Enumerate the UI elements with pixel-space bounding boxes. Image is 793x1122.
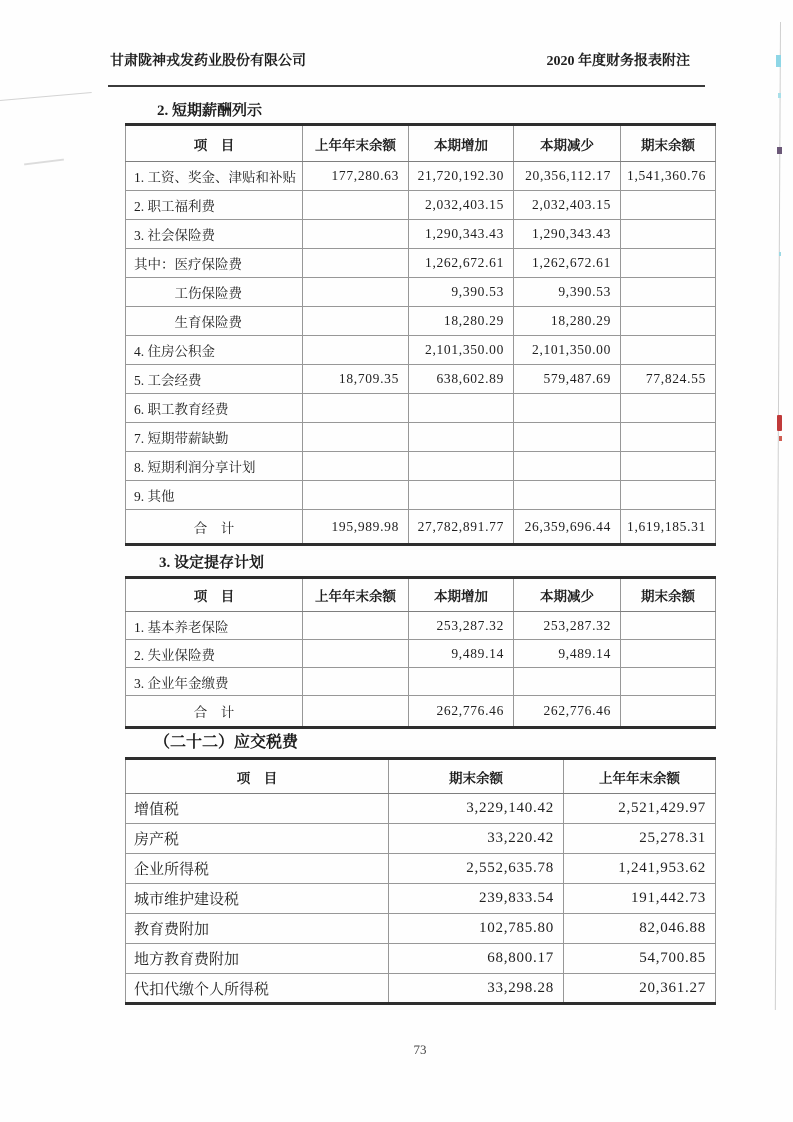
value-cell (303, 668, 409, 696)
total-value-cell: 26,359,696.44 (514, 510, 621, 545)
value-cell: 177,280.63 (303, 162, 409, 191)
value-cell (303, 481, 409, 510)
total-value-cell: 262,776.46 (514, 696, 621, 728)
value-cell (621, 481, 716, 510)
column-header-item: 项 目 (126, 759, 389, 794)
value-cell: 1,241,953.62 (564, 854, 716, 884)
scan-mark-cyan (779, 252, 781, 256)
value-cell: 1,541,360.76 (621, 162, 716, 191)
total-label: 合 计 (126, 510, 303, 545)
taxes-payable-table (125, 757, 716, 1005)
column-header-closing-balance: 期末余额 (621, 578, 716, 612)
column-header-decrease: 本期减少 (514, 578, 621, 612)
table-row (126, 394, 716, 423)
table-header-row (126, 759, 716, 794)
total-label: 合 计 (126, 696, 303, 728)
value-cell (514, 423, 621, 452)
scan-mark-cyan (776, 55, 781, 67)
column-header-closing-balance: 期末余额 (389, 759, 564, 794)
value-cell: 2,101,350.00 (409, 336, 514, 365)
value-cell (621, 307, 716, 336)
section-title-taxes-payable: （二十二）应交税费 (154, 734, 299, 751)
value-cell (303, 336, 409, 365)
table-row (126, 365, 716, 394)
value-cell: 239,833.54 (389, 884, 564, 914)
total-value-cell: 27,782,891.77 (409, 510, 514, 545)
item-cell: 6. 职工教育经费 (126, 394, 303, 423)
value-cell: 579,487.69 (514, 365, 621, 394)
table-row (126, 249, 716, 278)
table-row (126, 307, 716, 336)
value-cell: 2,101,350.00 (514, 336, 621, 365)
value-cell (409, 394, 514, 423)
item-cell: 3. 社会保险费 (126, 220, 303, 249)
value-cell (621, 668, 716, 696)
table-row (126, 794, 716, 824)
item-cell: 企业所得税 (126, 854, 389, 884)
column-header-opening-balance: 上年年末余额 (303, 578, 409, 612)
total-value-cell (303, 696, 409, 728)
value-cell (621, 249, 716, 278)
value-cell: 253,287.32 (409, 612, 514, 640)
value-cell: 18,280.29 (514, 307, 621, 336)
value-cell: 21,720,192.30 (409, 162, 514, 191)
scan-smudge (24, 159, 64, 166)
table-header-row (126, 125, 716, 162)
value-cell: 9,489.14 (514, 640, 621, 668)
item-cell: 7. 短期带薪缺勤 (126, 423, 303, 452)
table-row (126, 640, 716, 668)
value-cell: 25,278.31 (564, 824, 716, 854)
column-header-decrease: 本期减少 (514, 125, 621, 162)
value-cell: 1,290,343.43 (514, 220, 621, 249)
item-cell: 地方教育费附加 (126, 944, 389, 974)
total-value-cell: 1,619,185.31 (621, 510, 716, 545)
column-header-item: 项 目 (126, 578, 303, 612)
scan-mark-red (777, 415, 782, 431)
value-cell (621, 612, 716, 640)
page-number: 73 (413, 1042, 427, 1057)
scan-mark-cyan (778, 93, 781, 98)
scan-edge-line (775, 22, 781, 1010)
value-cell (303, 220, 409, 249)
total-row (126, 510, 716, 545)
item-cell: 4. 住房公积金 (126, 336, 303, 365)
value-cell (514, 394, 621, 423)
value-cell (514, 452, 621, 481)
value-cell (621, 640, 716, 668)
item-cell: 5. 工会经费 (126, 365, 303, 394)
value-cell (303, 612, 409, 640)
page-corner-line (0, 92, 92, 101)
value-cell: 9,489.14 (409, 640, 514, 668)
value-cell (514, 668, 621, 696)
value-cell: 2,521,429.97 (564, 794, 716, 824)
value-cell (303, 423, 409, 452)
scan-mark-purple (777, 147, 782, 154)
table-row (126, 854, 716, 884)
value-cell: 9,390.53 (409, 278, 514, 307)
item-cell: 城市维护建设税 (126, 884, 389, 914)
value-cell: 102,785.80 (389, 914, 564, 944)
defined-contribution-table (125, 576, 716, 729)
value-cell: 54,700.85 (564, 944, 716, 974)
table-row (126, 914, 716, 944)
item-cell: 生育保险费 (126, 307, 303, 336)
item-cell: 2. 职工福利费 (126, 191, 303, 220)
header-rule (108, 85, 705, 87)
value-cell: 2,552,635.78 (389, 854, 564, 884)
column-header-opening-balance: 上年年末余额 (303, 125, 409, 162)
table-row (126, 668, 716, 696)
item-cell: 房产税 (126, 824, 389, 854)
value-cell: 18,709.35 (303, 365, 409, 394)
item-cell: 8. 短期利润分享计划 (126, 452, 303, 481)
value-cell: 1,262,672.61 (409, 249, 514, 278)
value-cell (621, 191, 716, 220)
value-cell (621, 278, 716, 307)
value-cell: 77,824.55 (621, 365, 716, 394)
value-cell (303, 249, 409, 278)
company-name: 甘肃陇神戎发药业股份有限公司 (110, 54, 306, 69)
value-cell (621, 220, 716, 249)
value-cell (621, 452, 716, 481)
value-cell (303, 191, 409, 220)
value-cell: 20,361.27 (564, 974, 716, 1004)
section-title-short-term-compensation: 2. 短期薪酬列示 (157, 103, 263, 119)
value-cell (621, 423, 716, 452)
section-title-defined-contribution: 3. 设定提存计划 (159, 555, 265, 571)
column-header-item: 项 目 (126, 125, 303, 162)
table-row (126, 336, 716, 365)
value-cell (621, 336, 716, 365)
value-cell: 3,229,140.42 (389, 794, 564, 824)
table-row (126, 278, 716, 307)
table-row (126, 452, 716, 481)
value-cell: 191,442.73 (564, 884, 716, 914)
value-cell (409, 668, 514, 696)
column-header-increase: 本期增加 (409, 125, 514, 162)
item-cell: 代扣代缴个人所得税 (126, 974, 389, 1004)
item-cell: 3. 企业年金缴费 (126, 668, 303, 696)
table-header-row (126, 578, 716, 612)
value-cell: 9,390.53 (514, 278, 621, 307)
value-cell (621, 394, 716, 423)
value-cell (409, 423, 514, 452)
value-cell (303, 640, 409, 668)
item-cell: 2. 失业保险费 (126, 640, 303, 668)
table-row (126, 612, 716, 640)
table-row (126, 220, 716, 249)
total-value-cell: 262,776.46 (409, 696, 514, 728)
value-cell: 1,262,672.61 (514, 249, 621, 278)
value-cell: 20,356,112.17 (514, 162, 621, 191)
item-cell: 1. 工资、奖金、津贴和补贴 (126, 162, 303, 191)
page-header (110, 50, 690, 70)
total-value-cell (621, 696, 716, 728)
value-cell: 33,298.28 (389, 974, 564, 1004)
short-term-compensation-table (125, 123, 716, 546)
value-cell (303, 307, 409, 336)
value-cell (303, 278, 409, 307)
report-title: 2020 年度财务报表附注 (546, 54, 690, 69)
item-cell: 其中：医疗保险费 (126, 249, 303, 278)
value-cell (514, 481, 621, 510)
table-row (126, 423, 716, 452)
table-row (126, 162, 716, 191)
table-row (126, 481, 716, 510)
value-cell (409, 452, 514, 481)
item-cell: 增值税 (126, 794, 389, 824)
total-value-cell: 195,989.98 (303, 510, 409, 545)
table-row (126, 824, 716, 854)
item-cell: 1. 基本养老保险 (126, 612, 303, 640)
value-cell: 2,032,403.15 (409, 191, 514, 220)
table-row (126, 884, 716, 914)
column-header-closing-balance: 期末余额 (621, 125, 716, 162)
total-row (126, 696, 716, 728)
column-header-increase: 本期增加 (409, 578, 514, 612)
item-cell: 9. 其他 (126, 481, 303, 510)
table-row (126, 974, 716, 1004)
value-cell: 253,287.32 (514, 612, 621, 640)
table-row (126, 191, 716, 220)
value-cell: 18,280.29 (409, 307, 514, 336)
column-header-opening-balance: 上年年末余额 (564, 759, 716, 794)
value-cell (409, 481, 514, 510)
item-cell: 教育费附加 (126, 914, 389, 944)
table-row (126, 944, 716, 974)
scan-mark-red (779, 436, 782, 441)
value-cell (303, 452, 409, 481)
value-cell: 82,046.88 (564, 914, 716, 944)
item-cell: 工伤保险费 (126, 278, 303, 307)
value-cell: 2,032,403.15 (514, 191, 621, 220)
value-cell: 68,800.17 (389, 944, 564, 974)
value-cell (303, 394, 409, 423)
value-cell: 33,220.42 (389, 824, 564, 854)
value-cell: 638,602.89 (409, 365, 514, 394)
value-cell: 1,290,343.43 (409, 220, 514, 249)
